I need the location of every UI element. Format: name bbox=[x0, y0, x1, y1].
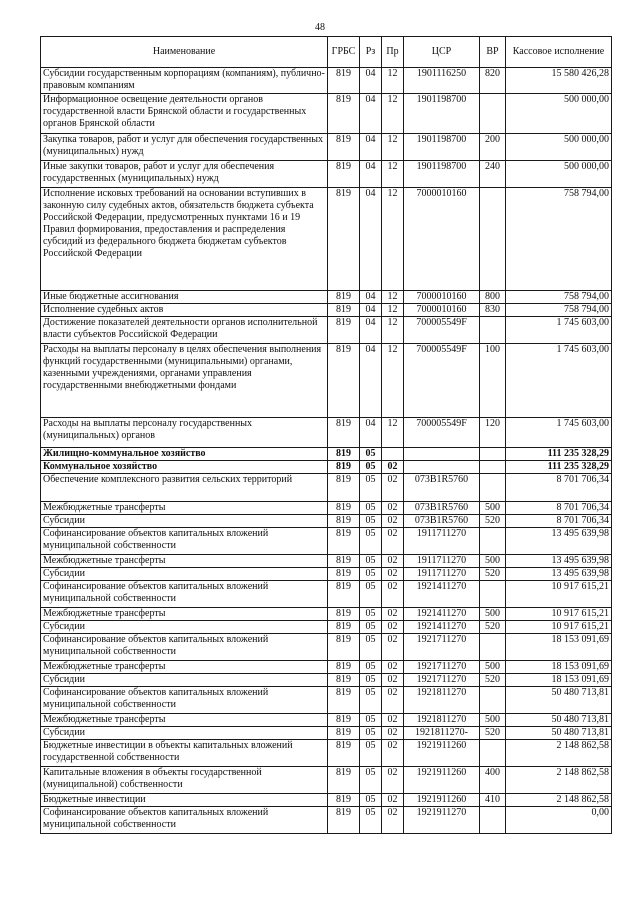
cell-rz: 05 bbox=[360, 502, 382, 515]
cell-rz: 04 bbox=[360, 188, 382, 291]
cell-rz: 05 bbox=[360, 581, 382, 608]
cell-rz: 05 bbox=[360, 727, 382, 740]
header-csr: ЦСР bbox=[404, 37, 480, 68]
cell-pr: 02 bbox=[382, 474, 404, 502]
cell-csr: 700005549F bbox=[404, 317, 480, 344]
cell-amount: 18 153 091,69 bbox=[506, 634, 612, 661]
table-row bbox=[41, 461, 612, 474]
cell-pr: 12 bbox=[382, 418, 404, 448]
cell-csr: 1921411270 bbox=[404, 621, 480, 634]
cell-csr: 1911711270 bbox=[404, 528, 480, 555]
cell-pr: 12 bbox=[382, 68, 404, 94]
cell-amount: 18 153 091,69 bbox=[506, 674, 612, 687]
table-row bbox=[41, 188, 612, 291]
table-row bbox=[41, 515, 612, 528]
cell-grbs: 819 bbox=[328, 621, 360, 634]
cell-vr: 400 bbox=[480, 767, 506, 794]
cell-pr: 02 bbox=[382, 674, 404, 687]
cell-rz: 05 bbox=[360, 740, 382, 767]
cell-vr: 520 bbox=[480, 568, 506, 581]
cell-pr: 02 bbox=[382, 581, 404, 608]
cell-name: Софинансирование объектов капитальных вложений муниципальной собственности bbox=[41, 687, 328, 714]
cell-pr: 02 bbox=[382, 740, 404, 767]
cell-vr: 200 bbox=[480, 134, 506, 161]
cell-csr: 1921711270 bbox=[404, 634, 480, 661]
cell-pr: 02 bbox=[382, 621, 404, 634]
table-row bbox=[41, 674, 612, 687]
cell-grbs: 819 bbox=[328, 418, 360, 448]
cell-csr: 1921911260 bbox=[404, 794, 480, 807]
cell-pr: 12 bbox=[382, 188, 404, 291]
cell-name: Софинансирование объектов капитальных вложений муниципальной собственности bbox=[41, 528, 328, 555]
cell-grbs: 819 bbox=[328, 161, 360, 188]
cell-amount: 8 701 706,34 bbox=[506, 502, 612, 515]
cell-grbs: 819 bbox=[328, 502, 360, 515]
cell-pr: 02 bbox=[382, 461, 404, 474]
cell-name: Субсидии bbox=[41, 727, 328, 740]
cell-pr: 02 bbox=[382, 555, 404, 568]
cell-grbs: 819 bbox=[328, 740, 360, 767]
cell-amount: 111 235 328,29 bbox=[506, 461, 612, 474]
cell-grbs: 819 bbox=[328, 608, 360, 621]
table-row bbox=[41, 568, 612, 581]
cell-pr: 12 bbox=[382, 161, 404, 188]
cell-amount: 111 235 328,29 bbox=[506, 448, 612, 461]
cell-name: Информационное освещение деятельности органов государственной власти Брянской области и государственных органов Брянской области bbox=[41, 94, 328, 134]
table-row bbox=[41, 94, 612, 134]
cell-csr: 1901116250 bbox=[404, 68, 480, 94]
table-row bbox=[41, 687, 612, 714]
cell-name: Субсидии bbox=[41, 674, 328, 687]
cell-grbs: 819 bbox=[328, 188, 360, 291]
header-rz: Рз bbox=[360, 37, 382, 68]
cell-csr: 1921911270 bbox=[404, 807, 480, 834]
cell-name: Софинансирование объектов капитальных вложений муниципальной собственности bbox=[41, 581, 328, 608]
cell-vr: 410 bbox=[480, 794, 506, 807]
cell-rz: 05 bbox=[360, 674, 382, 687]
cell-rz: 05 bbox=[360, 661, 382, 674]
cell-vr: 500 bbox=[480, 661, 506, 674]
cell-csr: 700005549F bbox=[404, 418, 480, 448]
cell-amount: 50 480 713,81 bbox=[506, 727, 612, 740]
cell-csr: 1921811270 bbox=[404, 687, 480, 714]
cell-amount: 13 495 639,98 bbox=[506, 568, 612, 581]
cell-pr: 12 bbox=[382, 134, 404, 161]
cell-rz: 05 bbox=[360, 448, 382, 461]
cell-rz: 05 bbox=[360, 807, 382, 834]
cell-name: Иные бюджетные ассигнования bbox=[41, 291, 328, 304]
cell-amount: 1 745 603,00 bbox=[506, 317, 612, 344]
page-number: 48 bbox=[315, 22, 325, 33]
cell-name: Межбюджетные трансферты bbox=[41, 555, 328, 568]
cell-vr bbox=[480, 448, 506, 461]
cell-csr bbox=[404, 461, 480, 474]
cell-vr bbox=[480, 317, 506, 344]
cell-grbs: 819 bbox=[328, 304, 360, 317]
cell-csr: 700005549F bbox=[404, 344, 480, 418]
cell-rz: 05 bbox=[360, 515, 382, 528]
cell-csr: 1921711270 bbox=[404, 674, 480, 687]
cell-name: Жилищно-коммунальное хозяйство bbox=[41, 448, 328, 461]
table-row bbox=[41, 317, 612, 344]
cell-amount: 13 495 639,98 bbox=[506, 528, 612, 555]
cell-rz: 05 bbox=[360, 767, 382, 794]
cell-csr: 7000010160 bbox=[404, 304, 480, 317]
table-row bbox=[41, 344, 612, 418]
table-row bbox=[41, 291, 612, 304]
table-row bbox=[41, 304, 612, 317]
cell-vr bbox=[480, 740, 506, 767]
cell-amount: 18 153 091,69 bbox=[506, 661, 612, 674]
header-pr: Пр bbox=[382, 37, 404, 68]
table-row bbox=[41, 502, 612, 515]
cell-amount: 500 000,00 bbox=[506, 134, 612, 161]
cell-rz: 04 bbox=[360, 68, 382, 94]
cell-vr: 240 bbox=[480, 161, 506, 188]
cell-pr: 02 bbox=[382, 515, 404, 528]
table-row bbox=[41, 608, 612, 621]
cell-csr: 1921411270 bbox=[404, 581, 480, 608]
cell-name: Расходы на выплаты персоналу в целях обеспечения выполнения функций государственными (муниципальными) органами, казенными учреждениями, органами управления государственными внебюджетными фондами bbox=[41, 344, 328, 418]
cell-amount: 13 495 639,98 bbox=[506, 555, 612, 568]
cell-grbs: 819 bbox=[328, 515, 360, 528]
table-row bbox=[41, 555, 612, 568]
cell-amount: 500 000,00 bbox=[506, 161, 612, 188]
cell-vr bbox=[480, 687, 506, 714]
cell-pr: 02 bbox=[382, 502, 404, 515]
cell-csr: 1921711270 bbox=[404, 661, 480, 674]
table-row bbox=[41, 740, 612, 767]
cell-vr: 800 bbox=[480, 291, 506, 304]
cell-grbs: 819 bbox=[328, 528, 360, 555]
cell-vr: 820 bbox=[480, 68, 506, 94]
cell-rz: 05 bbox=[360, 608, 382, 621]
cell-grbs: 819 bbox=[328, 807, 360, 834]
cell-name: Исполнение судебных актов bbox=[41, 304, 328, 317]
cell-csr bbox=[404, 448, 480, 461]
cell-pr: 02 bbox=[382, 767, 404, 794]
table-row bbox=[41, 581, 612, 608]
cell-amount: 8 701 706,34 bbox=[506, 474, 612, 502]
cell-amount: 0,00 bbox=[506, 807, 612, 834]
cell-name: Расходы на выплаты персоналу государственных (муниципальных) органов bbox=[41, 418, 328, 448]
cell-vr: 520 bbox=[480, 621, 506, 634]
cell-amount: 8 701 706,34 bbox=[506, 515, 612, 528]
cell-pr bbox=[382, 448, 404, 461]
cell-grbs: 819 bbox=[328, 727, 360, 740]
cell-name: Иные закупки товаров, работ и услуг для обеспечения государственных (муниципальных) нужд bbox=[41, 161, 328, 188]
cell-grbs: 819 bbox=[328, 291, 360, 304]
budget-execution-table bbox=[40, 36, 612, 834]
header-amount: Кассовое исполнение bbox=[506, 37, 612, 68]
cell-rz: 04 bbox=[360, 134, 382, 161]
cell-amount: 10 917 615,21 bbox=[506, 581, 612, 608]
header-grbs: ГРБС bbox=[328, 37, 360, 68]
table-row bbox=[41, 727, 612, 740]
cell-grbs: 819 bbox=[328, 568, 360, 581]
cell-pr: 02 bbox=[382, 568, 404, 581]
cell-amount: 758 794,00 bbox=[506, 188, 612, 291]
cell-vr: 120 bbox=[480, 418, 506, 448]
cell-vr: 100 bbox=[480, 344, 506, 418]
cell-csr: 073B1R5760 bbox=[404, 474, 480, 502]
cell-pr: 02 bbox=[382, 794, 404, 807]
cell-grbs: 819 bbox=[328, 581, 360, 608]
cell-rz: 04 bbox=[360, 344, 382, 418]
cell-vr: 520 bbox=[480, 515, 506, 528]
cell-amount: 1 745 603,00 bbox=[506, 344, 612, 418]
cell-amount: 15 580 426,28 bbox=[506, 68, 612, 94]
cell-pr: 02 bbox=[382, 608, 404, 621]
cell-grbs: 819 bbox=[328, 687, 360, 714]
cell-vr bbox=[480, 474, 506, 502]
cell-vr: 520 bbox=[480, 674, 506, 687]
table-row bbox=[41, 714, 612, 727]
cell-name: Бюджетные инвестиции bbox=[41, 794, 328, 807]
cell-name: Капитальные вложения в объекты государственной (муниципальной) собственности bbox=[41, 767, 328, 794]
cell-name: Субсидии bbox=[41, 568, 328, 581]
cell-csr: 1921811270 bbox=[404, 714, 480, 727]
cell-csr: 073B1R5760 bbox=[404, 515, 480, 528]
cell-amount: 50 480 713,81 bbox=[506, 687, 612, 714]
table-body bbox=[41, 68, 612, 834]
cell-rz: 05 bbox=[360, 634, 382, 661]
cell-rz: 04 bbox=[360, 317, 382, 344]
cell-grbs: 819 bbox=[328, 674, 360, 687]
cell-grbs: 819 bbox=[328, 767, 360, 794]
cell-pr: 12 bbox=[382, 291, 404, 304]
cell-amount: 50 480 713,81 bbox=[506, 714, 612, 727]
cell-rz: 05 bbox=[360, 528, 382, 555]
table-row bbox=[41, 474, 612, 502]
table-row bbox=[41, 621, 612, 634]
cell-vr: 500 bbox=[480, 714, 506, 727]
cell-grbs: 819 bbox=[328, 794, 360, 807]
cell-csr: 1921911260 bbox=[404, 740, 480, 767]
cell-name: Софинансирование объектов капитальных вложений муниципальной собственности bbox=[41, 634, 328, 661]
cell-csr: 1911711270 bbox=[404, 568, 480, 581]
cell-amount: 2 148 862,58 bbox=[506, 740, 612, 767]
cell-grbs: 819 bbox=[328, 94, 360, 134]
cell-rz: 05 bbox=[360, 714, 382, 727]
cell-grbs: 819 bbox=[328, 634, 360, 661]
cell-csr: 1901198700 bbox=[404, 161, 480, 188]
cell-csr: 1901198700 bbox=[404, 94, 480, 134]
cell-pr: 02 bbox=[382, 727, 404, 740]
cell-grbs: 819 bbox=[328, 461, 360, 474]
cell-vr: 500 bbox=[480, 608, 506, 621]
cell-amount: 10 917 615,21 bbox=[506, 608, 612, 621]
cell-pr: 02 bbox=[382, 528, 404, 555]
cell-name: Коммунальное хозяйство bbox=[41, 461, 328, 474]
cell-csr: 7000010160 bbox=[404, 188, 480, 291]
cell-rz: 04 bbox=[360, 94, 382, 134]
cell-vr bbox=[480, 634, 506, 661]
cell-rz: 05 bbox=[360, 461, 382, 474]
cell-amount: 758 794,00 bbox=[506, 291, 612, 304]
cell-csr: 1921411270 bbox=[404, 608, 480, 621]
cell-rz: 05 bbox=[360, 568, 382, 581]
cell-amount: 2 148 862,58 bbox=[506, 767, 612, 794]
cell-vr bbox=[480, 461, 506, 474]
cell-csr: 1901198700 bbox=[404, 134, 480, 161]
cell-grbs: 819 bbox=[328, 317, 360, 344]
table-row bbox=[41, 418, 612, 448]
cell-pr: 02 bbox=[382, 687, 404, 714]
cell-vr bbox=[480, 581, 506, 608]
cell-pr: 02 bbox=[382, 714, 404, 727]
table-row bbox=[41, 448, 612, 461]
cell-name: Межбюджетные трансферты bbox=[41, 608, 328, 621]
cell-grbs: 819 bbox=[328, 134, 360, 161]
table-row bbox=[41, 767, 612, 794]
cell-grbs: 819 bbox=[328, 448, 360, 461]
cell-grbs: 819 bbox=[328, 714, 360, 727]
cell-pr: 02 bbox=[382, 807, 404, 834]
cell-name: Достижение показателей деятельности органов исполнительной власти субъектов Российской Федерации bbox=[41, 317, 328, 344]
cell-pr: 02 bbox=[382, 634, 404, 661]
cell-amount: 500 000,00 bbox=[506, 94, 612, 134]
cell-grbs: 819 bbox=[328, 661, 360, 674]
cell-pr: 12 bbox=[382, 344, 404, 418]
cell-name: Субсидии bbox=[41, 621, 328, 634]
cell-vr bbox=[480, 94, 506, 134]
cell-name: Межбюджетные трансферты bbox=[41, 661, 328, 674]
cell-grbs: 819 bbox=[328, 68, 360, 94]
cell-csr: 7000010160 bbox=[404, 291, 480, 304]
cell-rz: 05 bbox=[360, 621, 382, 634]
cell-rz: 04 bbox=[360, 304, 382, 317]
cell-amount: 1 745 603,00 bbox=[506, 418, 612, 448]
cell-grbs: 819 bbox=[328, 344, 360, 418]
table-row bbox=[41, 661, 612, 674]
cell-csr: 073B1R5760 bbox=[404, 502, 480, 515]
cell-csr: 1911711270 bbox=[404, 555, 480, 568]
table-row bbox=[41, 634, 612, 661]
cell-vr: 830 bbox=[480, 304, 506, 317]
cell-name: Межбюджетные трансферты bbox=[41, 714, 328, 727]
cell-name: Обеспечение комплексного развития сельских территорий bbox=[41, 474, 328, 502]
table-row bbox=[41, 794, 612, 807]
table-row bbox=[41, 807, 612, 834]
cell-pr: 12 bbox=[382, 304, 404, 317]
cell-pr: 12 bbox=[382, 94, 404, 134]
cell-name: Субсидии государственным корпорациям (компаниям), публично-правовым компаниям bbox=[41, 68, 328, 94]
cell-amount: 10 917 615,21 bbox=[506, 621, 612, 634]
table-row bbox=[41, 134, 612, 161]
cell-rz: 04 bbox=[360, 291, 382, 304]
table-row bbox=[41, 161, 612, 188]
cell-amount: 758 794,00 bbox=[506, 304, 612, 317]
cell-rz: 05 bbox=[360, 794, 382, 807]
cell-csr: 1921911260 bbox=[404, 767, 480, 794]
cell-rz: 05 bbox=[360, 474, 382, 502]
cell-vr bbox=[480, 188, 506, 291]
cell-amount: 2 148 862,58 bbox=[506, 794, 612, 807]
cell-name: Закупка товаров, работ и услуг для обеспечения государственных (муниципальных) нужд bbox=[41, 134, 328, 161]
cell-rz: 04 bbox=[360, 161, 382, 188]
header-name: Наименование bbox=[41, 37, 328, 68]
cell-vr: 500 bbox=[480, 555, 506, 568]
cell-vr bbox=[480, 528, 506, 555]
cell-rz: 05 bbox=[360, 687, 382, 714]
cell-pr: 12 bbox=[382, 317, 404, 344]
table-row bbox=[41, 68, 612, 94]
cell-vr bbox=[480, 807, 506, 834]
cell-name: Софинансирование объектов капитальных вложений муниципальной собственности bbox=[41, 807, 328, 834]
cell-vr: 500 bbox=[480, 502, 506, 515]
cell-rz: 05 bbox=[360, 555, 382, 568]
cell-name: Исполнение исковых требований на основании вступивших в законную силу судебных актов, обязательств бюджета субъекта Российской Федерации, предусмотренных пунктами 16 и 19 Правил формирования, предоставления и распределения субсидий из федерального бюджета бюджетам субъектов Российской Федерации bbox=[41, 188, 328, 291]
cell-vr: 520 bbox=[480, 727, 506, 740]
table-header-row bbox=[41, 37, 612, 68]
cell-name: Бюджетные инвестиции в объекты капитальных вложений государственной собственности bbox=[41, 740, 328, 767]
header-vr: ВР bbox=[480, 37, 506, 68]
cell-name: Субсидии bbox=[41, 515, 328, 528]
cell-pr: 02 bbox=[382, 661, 404, 674]
cell-rz: 04 bbox=[360, 418, 382, 448]
cell-csr: 1921811270- bbox=[404, 727, 480, 740]
cell-name: Межбюджетные трансферты bbox=[41, 502, 328, 515]
table-row bbox=[41, 528, 612, 555]
cell-grbs: 819 bbox=[328, 555, 360, 568]
cell-grbs: 819 bbox=[328, 474, 360, 502]
